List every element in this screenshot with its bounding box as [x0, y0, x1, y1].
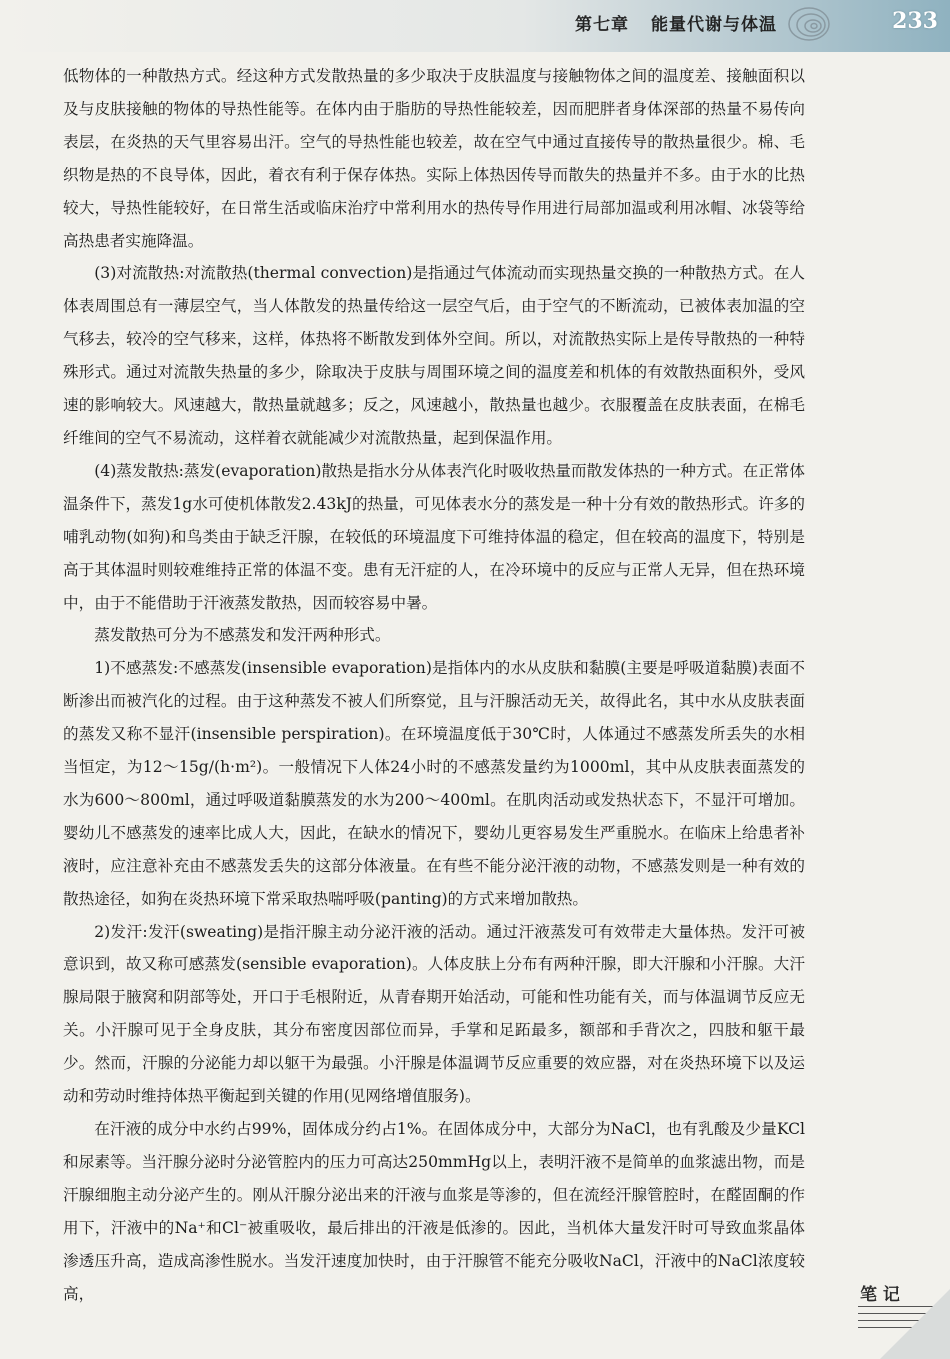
paragraph-insensible-evaporation: 1)不感蒸发:不感蒸发(insensible evaporation)是指体内的水从皮肤和黏膜(主要是呼吸道黏膜)表面不断渗出而被汽化的过程。由于这种蒸发不被人们所察觉，且与汗腺活动无关，故得此名，其中水从皮肤表面的蒸发又称不显汗(insensible perspiration)。在环境温度低于30℃时，人体通过不感蒸发所丢失的水相当恒定，为12～15g/(h·m²)。一般情况下人体24小时的不感蒸发量约为1000ml，其中从皮肤表面蒸发的水为600～800ml，通过呼吸道黏膜蒸发的水为200～400ml。在肌肉活动或发热状态下，不显汗可增加。婴幼儿不感蒸发的速率比成人大，因此，在缺水的情况下，婴幼儿更容易发生严重脱水。在临床上给患者补液时，应注意补充由不感蒸发丢失的这部分体液量。在有些不能分泌汗液的动物，不感蒸发则是一种有效的散热途径，如狗在炎热环境下常采取热喘呼吸(panting)的方式来增加散热。	[63, 659, 805, 908]
notes-label: 笔 记	[860, 1285, 900, 1305]
paragraph-evaporation: (4)蒸发散热:蒸发(evaporation)散热是指水分从体表汽化时吸收热量而散发体热的一种方式。在正常体温条件下，蒸发1g水可使机体散发2.43kJ的热量，可见体表水分的蒸发是一种十分有效的散热形式。许多的哺乳动物(如狗)和鸟类由于缺乏汗腺，在较低的环境温度下可维持体温的稳定，但在较高的温度下，特别是高于其体温时则较难维持正常的体温不变。患有无汗症的人，在冷环境中的反应与正常人无异，但在热环境中，由于不能借助于汗液蒸发散热，因而较容易中暑。	[63, 461, 805, 612]
page-number: 233	[892, 8, 938, 34]
paragraph-sweating: 2)发汗:发汗(sweating)是指汗腺主动分泌汗液的活动。通过汗液蒸发可有效带走大量体热。发汗可被意识到，故又称可感蒸发(sensible evaporation)。人体皮肤上分布有两种汗腺，即大汗腺和小汗腺。大汗腺局限于腋窝和阴部等处，开口于毛根附近，从青春期开始活动，可能和性功能有关，而与体温调节反应无关。小汗腺可见于全身皮肤，其分布密度因部位而异，手掌和足跖最多，额部和手背次之，四肢和躯干最少。然而，汗腺的分泌能力却以躯干为最强。小汗腺是体温调节反应重要的效应器，对在炎热环境下以及运动和劳动时维持体热平衡起到关键的作用(见网络增值服务)。	[63, 922, 805, 1106]
chapter-title: 能量代谢与体温	[651, 15, 777, 35]
paragraph-evaporation-forms: 蒸发散热可分为不感蒸发和发汗两种形式。	[94, 626, 391, 645]
paragraph-sweat-composition: 在汗液的成分中水约占99%，固体成分约占1%。在固体成分中，大部分为NaCl，也有乳酸及少量KCl和尿素等。当汗腺分泌时分泌管腔内的压力可高达250mmHg以上，表明汗液不是简单的血浆滤出物，而是汗腺细胞主动分泌产生的。刚从汗腺分泌出来的汗液与血浆是等渗的，但在流经汗腺管腔时，在醛固酮的作用下，汗液中的Na⁺和Cl⁻被重吸收，最后排出的汗液是低渗的。因此，当机体大量发汗时可导致血浆晶体渗透压升高，造成高渗性脱水。当发汗速度加快时，由于汗腺管不能充分吸收NaCl，汗液中的NaCl浓度较高，	[63, 1120, 805, 1303]
chapter-heading	[575, 10, 777, 35]
chapter-number: 第七章	[575, 15, 629, 35]
page-corner	[880, 1289, 950, 1359]
body-text	[63, 60, 805, 1310]
paragraph-convection: (3)对流散热:对流散热(thermal convection)是指通过气体流动而实现热量交换的一种散热方式。在人体表周围总有一薄层空气，当人体散发的热量传给这一层空气后，由于空气的不断流动，已被体表加温的空气移去，较冷的空气移来，这样，体热将不断散发到体外空间。所以，对流散热实际上是传导散热的一种特殊形式。通过对流散失热量的多少，除取决于皮肤与周围环境之间的温度差和机体的有效散热面积外，受风速的影响较大。风速越大，散热量就越多；反之，风速越小，散热量也越少。衣服覆盖在皮肤表面，在棉毛纤维间的空气不易流动，这样着衣就能减少对流散热量，起到保温作用。	[63, 264, 805, 447]
paragraph-conduction-cont: 低物体的一种散热方式。经这种方式发散热量的多少取决于皮肤温度与接触物体之间的温度差、接触面积以及与皮肤接触的物体的导热性能等。在体内由于脂肪的导热性能较差，因而肥胖者身体深部的热量不易传向表层，在炎热的天气里容易出汗。空气的导热性能也较差，故在空气中通过直接传导的散热量很少。棉、毛织物是热的不良导体，因此，着衣有利于保存体热。实际上体热因传导而散失的热量并不多。由于水的比热较大，导热性能较好，在日常生活或临床治疗中常利用水的热传导作用进行局部加温或利用冰帽、冰袋等给高热患者实施降温。	[63, 67, 805, 250]
page-header	[0, 0, 950, 52]
swirl-decoration-icon	[786, 4, 832, 44]
